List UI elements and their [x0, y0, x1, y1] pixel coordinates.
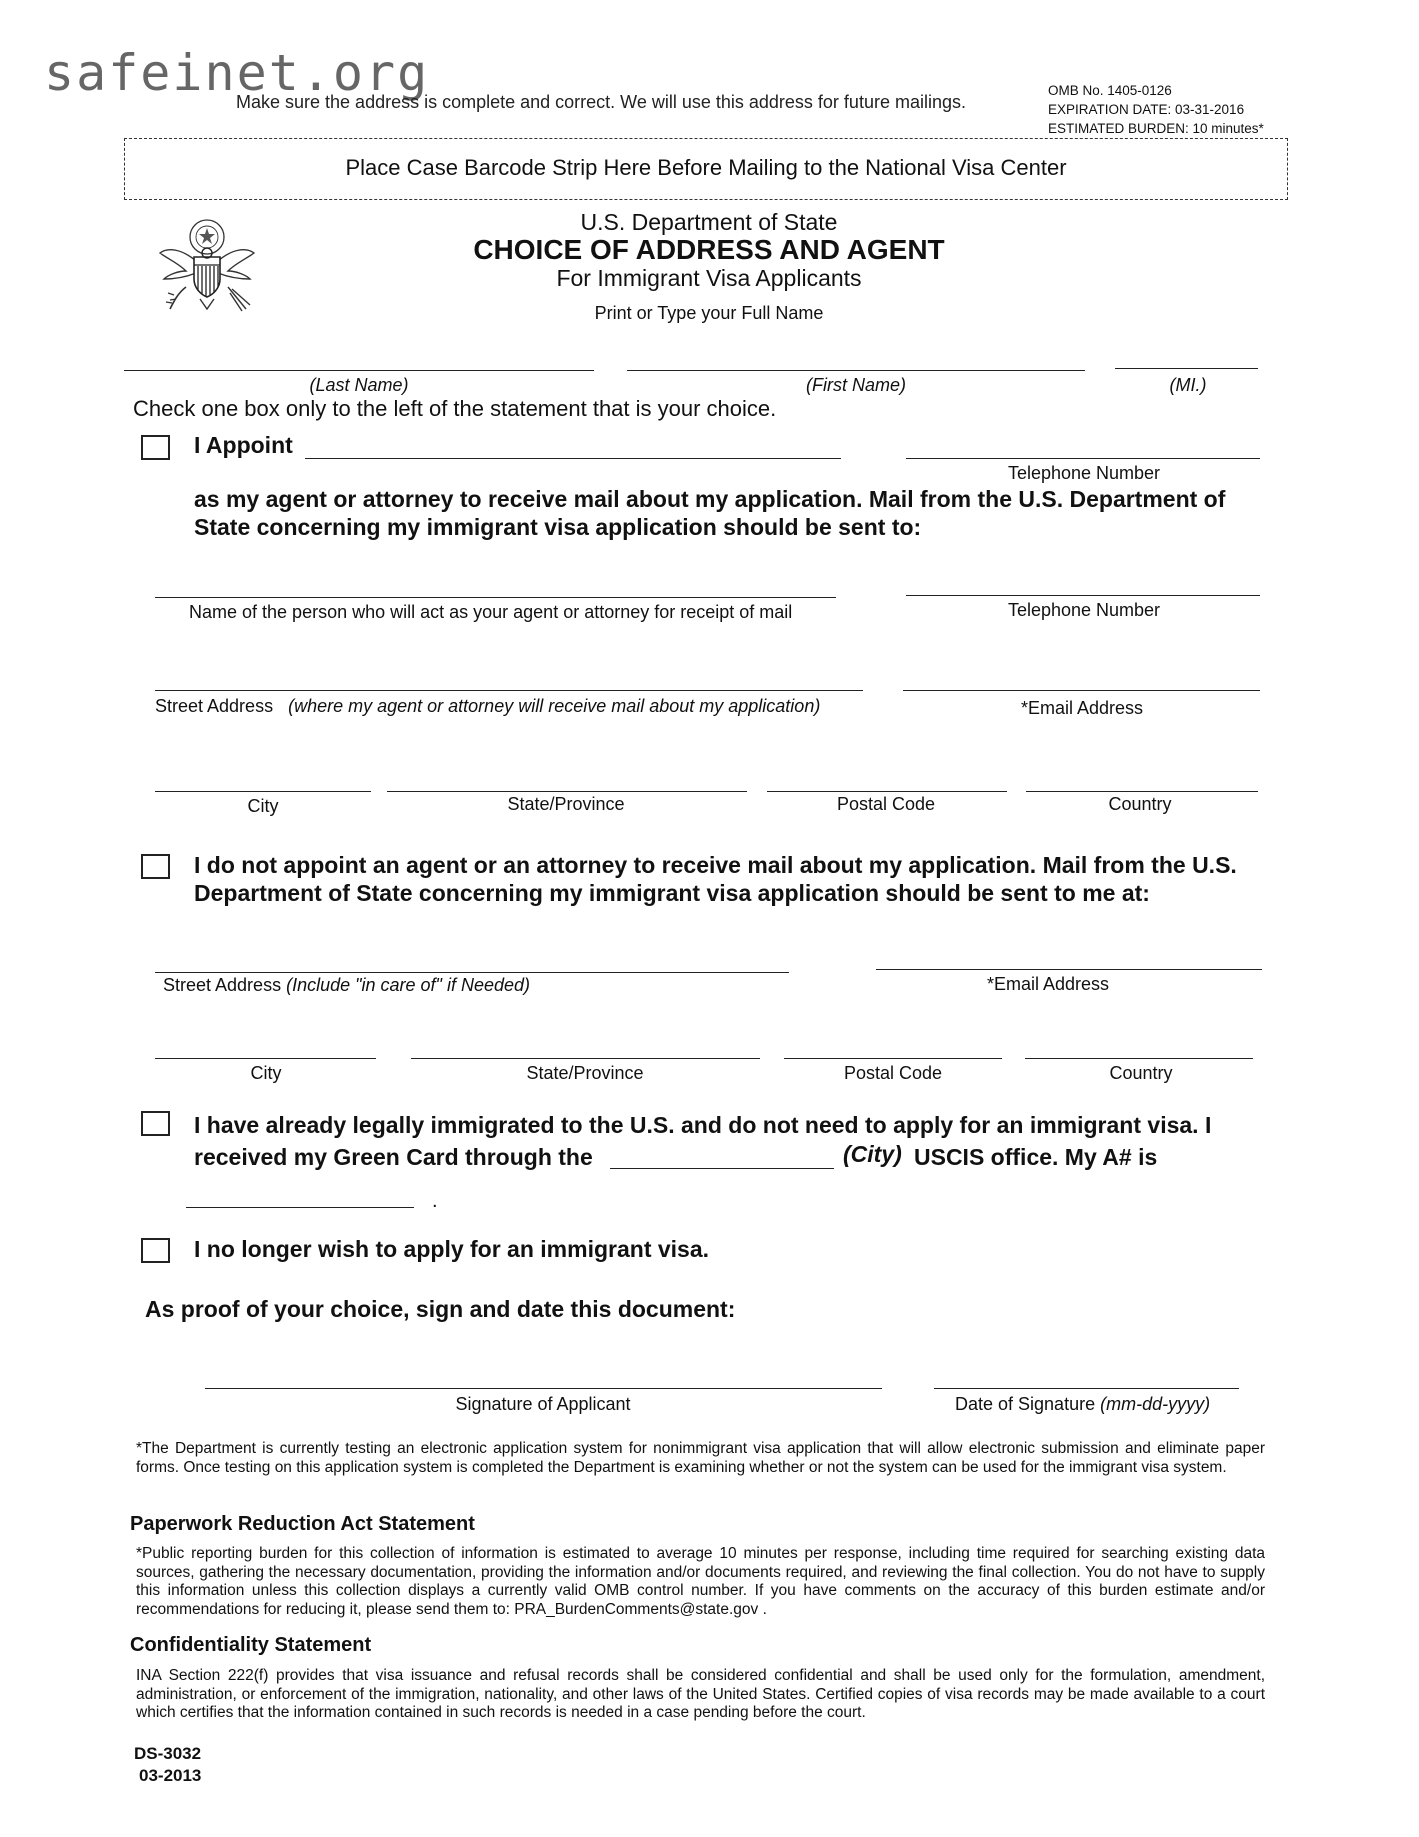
- street-address-note: (where my agent or attorney will receive mail about my application): [288, 696, 821, 716]
- proof-heading: As proof of your choice, sign and date this document:: [145, 1296, 736, 1322]
- watermark: safeinet.org: [44, 44, 430, 102]
- agent-state-field[interactable]: [387, 791, 747, 792]
- alien-number-period: .: [432, 1190, 438, 1212]
- agent-statement-line2: State concerning my immigrant visa application should be sent to:: [194, 514, 922, 540]
- no-agent-checkbox[interactable]: [141, 854, 170, 879]
- first-name-label: (First Name): [806, 375, 906, 395]
- signature-date-label: [955, 1394, 1210, 1415]
- applicant-street-address-field[interactable]: [155, 972, 789, 973]
- uscis-city-label: (City): [843, 1141, 902, 1167]
- applicant-street-address-label: [163, 975, 530, 996]
- state-department-seal-icon: [156, 213, 258, 315]
- last-name-label: (Last Name): [309, 375, 409, 395]
- applicant-country-field[interactable]: [1025, 1058, 1253, 1059]
- already-immigrated-checkbox[interactable]: [141, 1111, 170, 1136]
- agent-postal-field[interactable]: [767, 791, 1007, 792]
- green-card-text: received my Green Card through the: [194, 1144, 593, 1170]
- agent-telephone-field-2[interactable]: [906, 595, 1260, 596]
- agent-country-field[interactable]: [1026, 791, 1258, 792]
- applicant-postal-label: Postal Code: [843, 1063, 943, 1083]
- agent-appoint-name-field[interactable]: [305, 458, 841, 459]
- middle-initial-label: (MI.): [1169, 375, 1207, 395]
- no-longer-apply-checkbox[interactable]: [141, 1238, 170, 1263]
- confidentiality-body: INA Section 222(f) provides that visa issuance and refusal records shall be considered confidential and shall be used only for the formulation, amendment, administration, or enforcement of the immigration, nationality, and other laws of the United States. Certified copies of visa records may be made available to a court which certifies that the information contained in such records is needed in a case pending before the court.: [136, 1667, 1265, 1721]
- applicant-state-field[interactable]: [411, 1058, 760, 1059]
- no-longer-apply-text: I no longer wish to apply for an immigrant visa.: [194, 1236, 710, 1262]
- agent-street-address-label: [155, 696, 820, 717]
- agent-email-field[interactable]: [903, 690, 1260, 691]
- footnote: *The Department is currently testing an electronic application system for nonimmigrant visa application that will allow electronic submission and eliminate paper forms. Once testing on this application system is completed the Department is examining whether or not the system can be used for the immigrant visa system.: [136, 1440, 1265, 1476]
- agent-postal-label: Postal Code: [836, 794, 936, 814]
- agent-country-label: Country: [1108, 794, 1172, 814]
- date-text: Date of Signature: [955, 1394, 1096, 1414]
- uscis-city-field[interactable]: [610, 1168, 834, 1169]
- applicant-street-text: Street Address: [163, 975, 282, 995]
- form-revision-date: 03-2013: [139, 1766, 202, 1785]
- estimated-burden: ESTIMATED BURDEN: 10 minutes*: [1048, 121, 1264, 136]
- applicant-postal-field[interactable]: [784, 1058, 1002, 1059]
- date-format: (mm-dd-yyyy): [1100, 1394, 1211, 1414]
- confidentiality-heading: Confidentiality Statement: [130, 1634, 372, 1656]
- agent-person-name-field[interactable]: [155, 597, 836, 598]
- agent-telephone-field[interactable]: [906, 458, 1260, 459]
- applicant-street-note: (Include "in care of" if Needed): [286, 975, 530, 995]
- applicant-email-label: *Email Address: [986, 974, 1110, 994]
- print-name-instruction: Print or Type your Full Name: [594, 303, 824, 323]
- i-appoint-label: I Appoint: [194, 432, 293, 458]
- applicant-email-field[interactable]: [876, 969, 1262, 970]
- signature-field[interactable]: [205, 1388, 882, 1389]
- last-name-field[interactable]: [124, 370, 594, 371]
- agent-person-name-label: Name of the person who will act as your agent or attorney for receipt of mail: [189, 602, 793, 622]
- applicant-city-field[interactable]: [155, 1058, 376, 1059]
- telephone-label-2: Telephone Number: [1007, 600, 1161, 620]
- no-agent-statement-line1: I do not appoint an agent or an attorney to receive mail about my application. Mail from the U.S.: [194, 852, 1237, 878]
- already-immigrated-line1: I have already legally immigrated to the U.S. and do not need to apply for an immigrant visa. I: [194, 1112, 1212, 1138]
- department-name: U.S. Department of State: [580, 209, 838, 235]
- telephone-label: Telephone Number: [1007, 463, 1161, 483]
- agent-city-label: City: [247, 796, 279, 816]
- signature-label: Signature of Applicant: [455, 1394, 631, 1414]
- paperwork-body: *Public reporting burden for this collection of information is estimated to average 10 minutes per response, including time required for searching existing data sources, gathering the necessary documentation, providing the information and/or documents required, and reviewing the final collection. You do not have to supply this information unless this collection displays a currently valid OMB control number. If you have comments on the accuracy of this burden estimate and/or recommendations for reducing it, please send them to: PRA_BurdenComments@state.gov .: [136, 1545, 1265, 1618]
- appoint-agent-checkbox[interactable]: [141, 435, 170, 460]
- form-title: CHOICE OF ADDRESS AND AGENT: [473, 234, 945, 265]
- agent-state-label: State/Province: [507, 794, 625, 814]
- form-number: DS-3032: [134, 1744, 202, 1763]
- paperwork-heading: Paperwork Reduction Act Statement: [130, 1513, 475, 1535]
- check-one-instruction: Check one box only to the left of the statement that is your choice.: [133, 396, 777, 421]
- omb-number: OMB No. 1405-0126: [1048, 83, 1172, 98]
- first-name-field[interactable]: [627, 370, 1085, 371]
- alien-number-field[interactable]: [186, 1207, 414, 1208]
- no-agent-statement-line2: Department of State concerning my immigrant visa application should be sent to me at:: [194, 880, 1150, 906]
- applicant-country-label: Country: [1109, 1063, 1173, 1083]
- barcode-placeholder-box: [124, 138, 1288, 200]
- signature-date-field[interactable]: [934, 1388, 1239, 1389]
- form-subtitle: For Immigrant Visa Applicants: [556, 265, 862, 291]
- agent-statement-line1: as my agent or attorney to receive mail about my application. Mail from the U.S. Department of: [194, 486, 1226, 512]
- expiration-date: EXPIRATION DATE: 03-31-2016: [1048, 102, 1245, 117]
- applicant-state-label: State/Province: [526, 1063, 644, 1083]
- applicant-city-label: City: [250, 1063, 282, 1083]
- street-address-text: Street Address: [155, 696, 274, 716]
- agent-email-label: *Email Address: [1020, 698, 1144, 718]
- uscis-office-text: USCIS office. My A# is: [914, 1144, 1158, 1170]
- barcode-box-text: Place Case Barcode Strip Here Before Mailing to the National Visa Center: [345, 155, 1067, 180]
- middle-initial-field[interactable]: [1115, 368, 1258, 369]
- address-note: Make sure the address is complete and correct. We will use this address for future mailings.: [236, 92, 966, 112]
- agent-street-address-field[interactable]: [155, 690, 863, 691]
- agent-city-field[interactable]: [155, 791, 371, 792]
